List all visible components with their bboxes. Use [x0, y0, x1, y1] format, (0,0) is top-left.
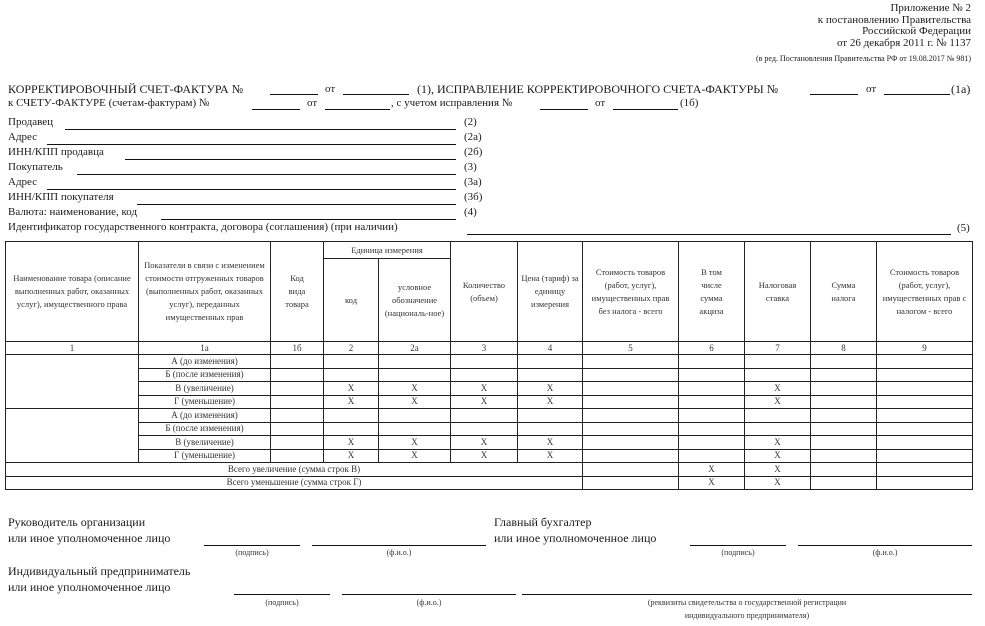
column-number: 6	[679, 342, 745, 355]
head-name-caption: (ф.и.о.)	[386, 548, 412, 557]
header-quantity: Количество (объем)	[451, 242, 518, 342]
cell-c6[interactable]	[679, 395, 745, 409]
title-row-2-from: от	[307, 97, 318, 109]
base-invoice-date-field[interactable]	[325, 109, 390, 110]
column-number: 7	[745, 342, 811, 355]
row-label: Б (после изменения)	[139, 368, 271, 382]
cell-c1b[interactable]	[271, 368, 324, 382]
cell-c2a: X	[379, 449, 451, 463]
total-decrease-c9[interactable]	[877, 476, 973, 490]
cell-c7: X	[745, 382, 811, 396]
field-buyer-address-input[interactable]	[47, 189, 456, 190]
field-seller-ref: (2)	[464, 116, 477, 128]
entrepreneur-name-field[interactable]	[342, 594, 516, 595]
column-number: 1б	[271, 342, 324, 355]
head-label-line-1: Руководитель организации	[8, 515, 146, 529]
title-row-1-from-2: от	[866, 83, 877, 95]
field-seller-inn-label: ИНН/КПП продавца	[8, 146, 104, 158]
field-buyer-inn-input[interactable]	[137, 204, 456, 205]
table-row	[6, 436, 973, 450]
entrepreneur-label-line-1: Индивидуальный предприниматель	[8, 564, 191, 578]
cell-c8[interactable]	[811, 368, 877, 382]
header-unit-code: код	[324, 259, 379, 342]
field-contract-id-ref: (5)	[957, 222, 970, 234]
accountant-signature-caption: (подпись)	[721, 548, 755, 557]
appendix-edition: (в ред. Постановления Правительства РФ от 19.08.2017 № 981)	[755, 54, 971, 63]
cell-c2: X	[324, 382, 379, 396]
field-buyer-label: Покупатель	[8, 161, 63, 173]
total-increase-c6: X	[679, 463, 745, 477]
cell-c4: X	[518, 449, 583, 463]
field-seller-inn-ref: (2б)	[464, 146, 483, 158]
field-seller-label: Продавец	[8, 116, 54, 128]
field-currency-ref: (4)	[464, 206, 477, 218]
cell-c1b[interactable]	[271, 422, 324, 436]
field-seller-input[interactable]	[65, 129, 456, 130]
column-number: 4	[518, 342, 583, 355]
cell-c5[interactable]	[583, 395, 679, 409]
cell-c2a: X	[379, 382, 451, 396]
header-product-name: Наименование товара (описание выполненных работ, оказанных услуг), имущественного права	[6, 242, 139, 342]
cell-c8[interactable]	[811, 449, 877, 463]
head-signature-field[interactable]	[204, 545, 300, 546]
column-number: 8	[811, 342, 877, 355]
cell-c4: X	[518, 382, 583, 396]
cell-c3: X	[451, 449, 518, 463]
invoice-date-field[interactable]	[343, 94, 409, 95]
cell-c7: X	[745, 449, 811, 463]
base-invoice-number-field[interactable]	[252, 109, 300, 110]
table-row	[6, 382, 973, 396]
header-cost-without-tax: Стоимость товаров (работ, услуг), имущественных прав без налога - всего	[583, 242, 679, 342]
cell-c5[interactable]	[583, 449, 679, 463]
table-row	[6, 368, 973, 382]
entrepreneur-signature-caption: (подпись)	[265, 598, 299, 607]
cell-c7[interactable]	[745, 355, 811, 369]
field-contract-id-label: Идентификатор государственного контракта, договора (соглашения) (при наличии)	[8, 221, 398, 233]
registration-caption-line-2: индивидуального предпринимателя)	[684, 611, 810, 620]
cell-c5[interactable]	[583, 355, 679, 369]
cell-c6[interactable]	[679, 368, 745, 382]
invoice-number-field[interactable]	[270, 94, 318, 95]
head-label-line-2: или иное уполномоченное лицо	[8, 531, 171, 545]
header-unit-symbol: условное обозначение (националь-ное)	[379, 259, 451, 342]
row-label: А (до изменения)	[139, 355, 271, 369]
column-numbers-row	[6, 342, 973, 355]
cell-c8[interactable]	[811, 382, 877, 396]
cell-c6[interactable]	[679, 449, 745, 463]
cell-c8[interactable]	[811, 395, 877, 409]
appendix-line-4: от 26 декабря 2011 г. № 1137	[836, 36, 971, 49]
accountant-label-line-1: Главный бухгалтер	[494, 515, 592, 529]
cell-c2a[interactable]	[379, 368, 451, 382]
cell-c9[interactable]	[877, 436, 973, 450]
cell-c9[interactable]	[877, 382, 973, 396]
column-number: 5	[583, 342, 679, 355]
field-seller-address-input[interactable]	[47, 144, 456, 145]
title-row-1-ref: (1), ИСПРАВЛЕНИЕ КОРРЕКТИРОВОЧНОГО СЧЕТА-ФАКТУРЫ №	[417, 82, 779, 96]
product-name-cell[interactable]	[6, 409, 139, 463]
cell-c6[interactable]	[679, 355, 745, 369]
cell-c8[interactable]	[811, 409, 877, 423]
cell-c1b[interactable]	[271, 449, 324, 463]
field-contract-id-input[interactable]	[467, 234, 951, 235]
header-tax-rate: Налоговая ставка	[745, 242, 811, 342]
table-row	[6, 355, 973, 369]
cell-c7[interactable]	[745, 409, 811, 423]
cell-c3: X	[451, 395, 518, 409]
cell-c2[interactable]	[324, 368, 379, 382]
cell-c2: X	[324, 395, 379, 409]
invoice-table	[5, 241, 973, 490]
header-tax-amount: Сумма налога	[811, 242, 877, 342]
entrepreneur-name-caption: (ф.и.о.)	[416, 598, 442, 607]
correction-number-field[interactable]	[810, 94, 858, 95]
field-seller-address-label: Адрес	[8, 131, 38, 143]
accountant-name-caption: (ф.и.о.)	[872, 548, 898, 557]
field-currency-input[interactable]	[161, 219, 456, 220]
total-decrease-c6: X	[679, 476, 745, 490]
cell-c5[interactable]	[583, 382, 679, 396]
cell-c1b[interactable]	[271, 382, 324, 396]
cell-c5[interactable]	[583, 409, 679, 423]
product-name-cell[interactable]	[6, 355, 139, 409]
head-name-field[interactable]	[312, 545, 486, 546]
cell-c1b[interactable]	[271, 355, 324, 369]
column-number: 1а	[139, 342, 271, 355]
field-currency-label: Валюта: наименование, код	[8, 206, 138, 218]
title-row-2-mid: , с учетом исправления №	[391, 97, 513, 109]
cell-c6[interactable]	[679, 436, 745, 450]
cell-c8[interactable]	[811, 436, 877, 450]
total-decrease-c5[interactable]	[583, 476, 679, 490]
total-decrease-label: Всего уменьшение (сумма строк Г)	[6, 476, 583, 490]
cell-c2: X	[324, 449, 379, 463]
cell-c9[interactable]	[877, 449, 973, 463]
cell-c2[interactable]	[324, 355, 379, 369]
cell-c6[interactable]	[679, 382, 745, 396]
title-row-1-from: от	[325, 83, 336, 95]
cell-c5[interactable]	[583, 422, 679, 436]
total-increase-label: Всего увеличение (сумма строк В)	[6, 463, 583, 477]
entrepreneur-label-line-2: или иное уполномоченное лицо	[8, 580, 171, 594]
title-row-1-label: КОРРЕКТИРОВОЧНЫЙ СЧЕТ-ФАКТУРА №	[8, 82, 244, 96]
base-correction-date-field[interactable]	[613, 109, 678, 110]
cell-c1b[interactable]	[271, 395, 324, 409]
cell-c3[interactable]	[451, 368, 518, 382]
appendix-line-2: к постановлению Правительства	[817, 13, 971, 26]
table-row	[6, 422, 973, 436]
head-signature-caption: (подпись)	[235, 548, 269, 557]
header-product-type-code: Код вида товара	[271, 242, 324, 342]
cell-c2a: X	[379, 395, 451, 409]
total-decrease-row	[6, 476, 973, 490]
total-increase-c5[interactable]	[583, 463, 679, 477]
field-buyer-ref: (3)	[464, 161, 477, 173]
accountant-label-line-2: или иное уполномоченное лицо	[494, 531, 657, 545]
cell-c2a: X	[379, 436, 451, 450]
cell-c4: X	[518, 436, 583, 450]
cell-c4[interactable]	[518, 422, 583, 436]
cell-c4[interactable]	[518, 409, 583, 423]
field-seller-address-ref: (2а)	[464, 131, 482, 143]
cell-c9[interactable]	[877, 355, 973, 369]
field-seller-inn-input[interactable]	[125, 159, 456, 160]
cell-c4[interactable]	[518, 368, 583, 382]
cell-c1b[interactable]	[271, 409, 324, 423]
cell-c2a[interactable]	[379, 409, 451, 423]
total-increase-c7: X	[745, 463, 811, 477]
cell-c3[interactable]	[451, 355, 518, 369]
appendix-line-3: Российской Федерации	[862, 25, 971, 37]
accountant-name-field[interactable]	[798, 545, 972, 546]
cell-c5[interactable]	[583, 436, 679, 450]
cell-c7[interactable]	[745, 422, 811, 436]
accountant-signature-field[interactable]	[690, 545, 786, 546]
row-label: А (до изменения)	[139, 409, 271, 423]
table-row	[6, 449, 973, 463]
field-buyer-inn-label: ИНН/КПП покупателя	[8, 191, 114, 203]
header-excise: В том числе сумма акциза	[679, 242, 745, 342]
header-indicators: Показатели в связи с изменением стоимости отгруженных товаров (выполненных работ, оказанных услуг), переданных имущественных прав	[139, 242, 271, 342]
title-row-2-from-2: от	[595, 97, 606, 109]
cell-c2a[interactable]	[379, 355, 451, 369]
field-buyer-address-label: Адрес	[8, 176, 38, 188]
field-buyer-inn-ref: (3б)	[464, 191, 483, 203]
column-number: 3	[451, 342, 518, 355]
title-row-2-ref: (1б)	[680, 97, 699, 109]
table-row	[6, 409, 973, 423]
cell-c7[interactable]	[745, 368, 811, 382]
cell-c3: X	[451, 382, 518, 396]
cell-c4[interactable]	[518, 355, 583, 369]
total-decrease-c7: X	[745, 476, 811, 490]
cell-c2a[interactable]	[379, 422, 451, 436]
row-label: Б (после изменения)	[139, 422, 271, 436]
column-number: 1	[6, 342, 139, 355]
cell-c4: X	[518, 395, 583, 409]
field-buyer-input[interactable]	[77, 174, 456, 175]
entrepreneur-registration-field[interactable]	[522, 594, 972, 595]
cell-c9[interactable]	[877, 422, 973, 436]
cell-c7: X	[745, 436, 811, 450]
cell-c2[interactable]	[324, 422, 379, 436]
total-increase-row	[6, 463, 973, 477]
cell-c6[interactable]	[679, 409, 745, 423]
cell-c1b[interactable]	[271, 436, 324, 450]
cell-c8[interactable]	[811, 422, 877, 436]
title-row-2-label: к СЧЕТУ-ФАКТУРЕ (счетам-фактурам) №	[8, 97, 210, 109]
row-label: В (увеличение)	[139, 382, 271, 396]
cell-c9[interactable]	[877, 368, 973, 382]
total-decrease-c8[interactable]	[811, 476, 877, 490]
base-correction-number-field[interactable]	[540, 109, 588, 110]
cell-c3[interactable]	[451, 409, 518, 423]
cell-c5[interactable]	[583, 368, 679, 382]
row-label: Г (уменьшение)	[139, 395, 271, 409]
registration-caption-line-1: (реквизиты свидетельства о государственной регистрации	[647, 598, 847, 607]
cell-c2[interactable]	[324, 409, 379, 423]
row-label: В (увеличение)	[139, 436, 271, 450]
cell-c3: X	[451, 436, 518, 450]
cell-c6[interactable]	[679, 422, 745, 436]
total-increase-c9[interactable]	[877, 463, 973, 477]
column-number: 2а	[379, 342, 451, 355]
total-increase-c8[interactable]	[811, 463, 877, 477]
cell-c3[interactable]	[451, 422, 518, 436]
appendix-header	[756, 3, 971, 65]
row-label: Г (уменьшение)	[139, 449, 271, 463]
cell-c7: X	[745, 395, 811, 409]
column-number: 9	[877, 342, 973, 355]
title-row-1-ref-2: (1а)	[951, 82, 971, 96]
cell-c9[interactable]	[877, 409, 973, 423]
cell-c2: X	[324, 436, 379, 450]
header-cost-with-tax: Стоимость товаров (работ, услуг), имущественных прав с налогом - всего	[877, 242, 973, 342]
entrepreneur-signature-field[interactable]	[234, 594, 330, 595]
header-unit-group: Единица измерения	[324, 242, 451, 259]
header-price: Цена (тариф) за единицу измерения	[518, 242, 583, 342]
cell-c8[interactable]	[811, 355, 877, 369]
field-buyer-address-ref: (3а)	[464, 176, 482, 188]
column-number: 2	[324, 342, 379, 355]
appendix-line-1: Приложение № 2	[890, 2, 971, 14]
table-row	[6, 395, 973, 409]
cell-c9[interactable]	[877, 395, 973, 409]
correction-date-field[interactable]	[884, 94, 950, 95]
